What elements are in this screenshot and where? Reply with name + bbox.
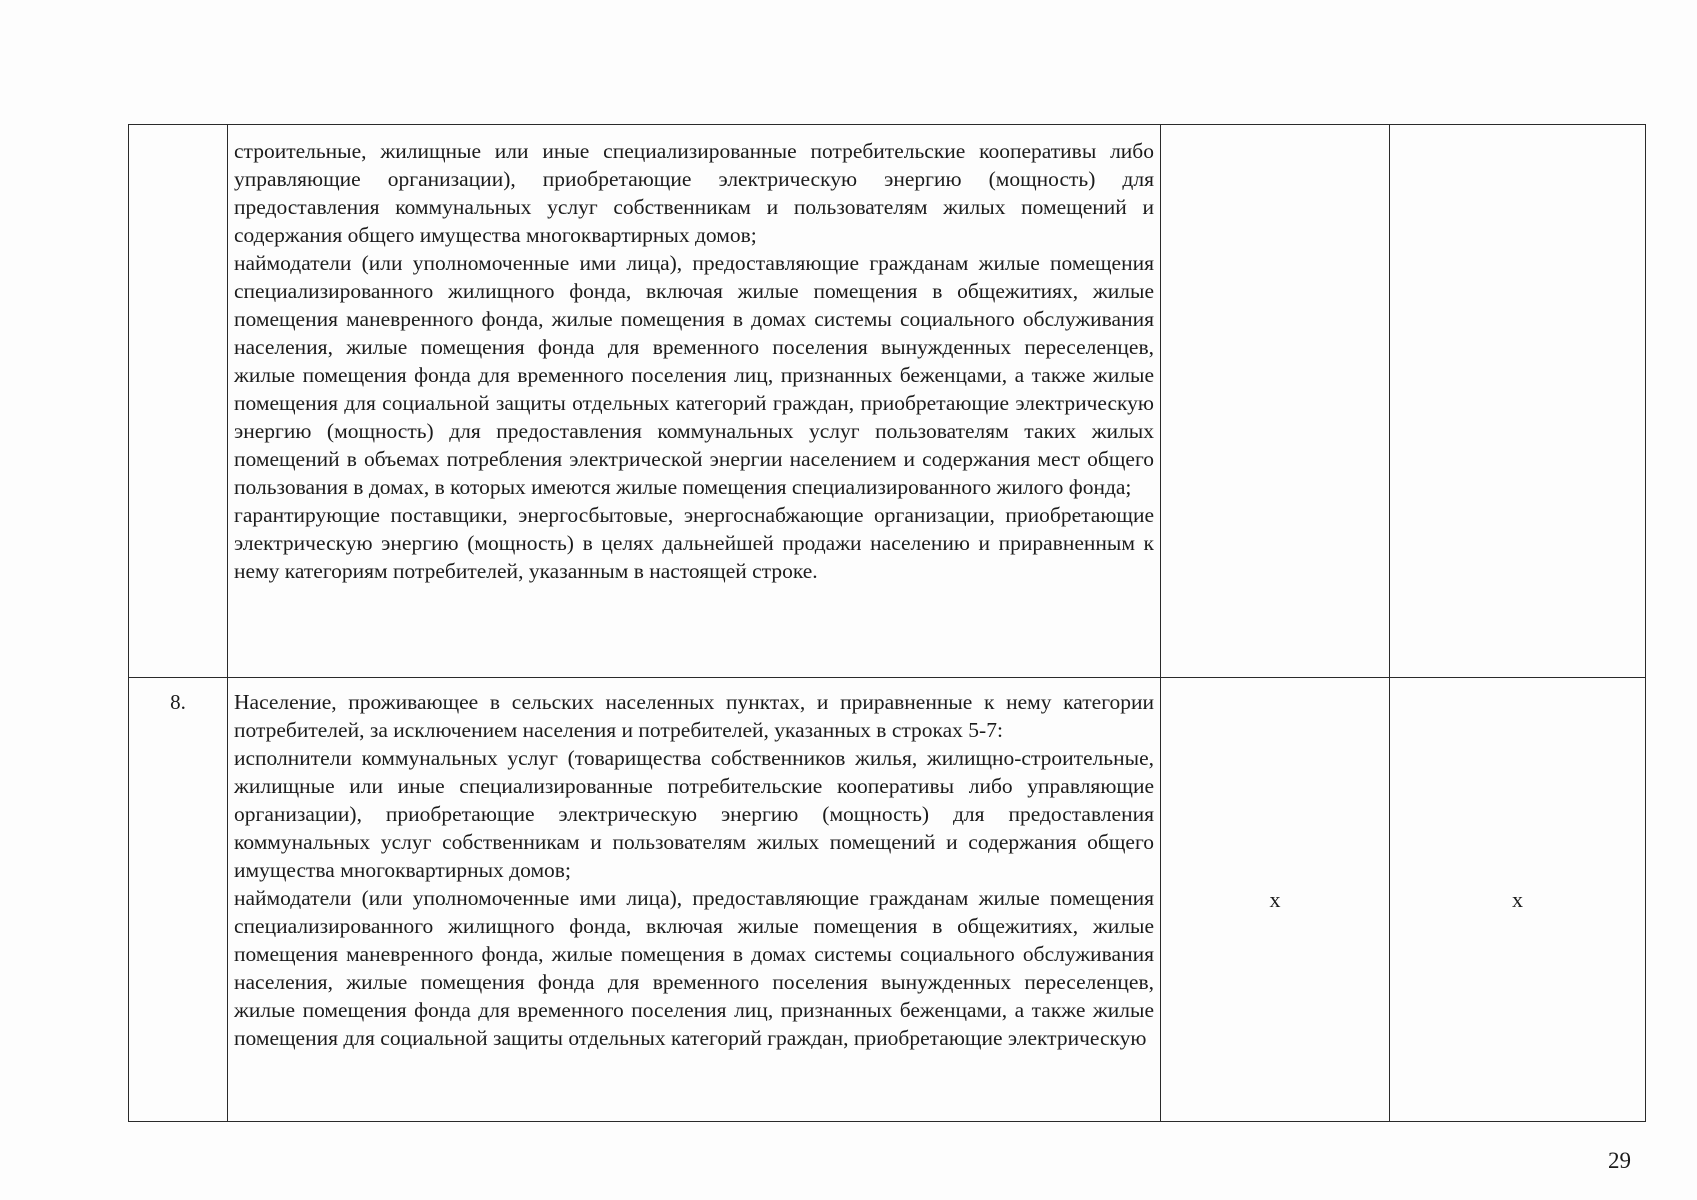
paragraph: гарантирующие поставщики, энергосбытовые, энергоснабжающие организации, приобретающие электрическую энергию (мощность) в целях дальнейшей продажи населению и приравненным к нему категориям потребителей, указанным в настоящей строке. <box>234 503 1154 583</box>
paragraph: Население, проживающее в сельских населенных пунктах, и приравненные к нему категории потребителей, за исключением населения и потребителей, указанных в строках 5-7: <box>234 690 1154 742</box>
row-description-cell <box>228 125 1161 678</box>
table-row <box>129 125 1646 678</box>
paragraph: исполнители коммунальных услуг (товарищества собственников жилья, жилищно-строительные, жилищные или иные специализированные потребительские кооперативы либо управляющие организации), приобретающие электрическую энергию (мощность) для предоставления коммунальных услуг собственникам и пользователям жилых помещений и содержания общего имущества многоквартирных домов; <box>234 746 1154 882</box>
value-cell-a <box>1161 125 1390 678</box>
paragraph: наймодатели (или уполномоченные ими лица), предоставляющие гражданам жилые помещения специализированного жилищного фонда, включая жилые помещения в общежитиях, жилые помещения маневренного фонда, жилые помещения в домах системы социального обслуживания населения, жилые помещения фонда для временного поселения вынужденных переселенцев, жилые помещения фонда для временного поселения лиц, признанных беженцами, а также жилые помещения для социальной защиты отдельных категорий граждан, приобретающие электрическую энергию (мощность) для предоставления коммунальных услуг пользователям таких жилых помещений в объемах потребления электрической энергии населением и содержания мест общего пользования в домах, в которых имеются жилые помещения специализированного жилого фонда; <box>234 251 1154 499</box>
tariff-table <box>128 124 1646 1122</box>
table-row <box>129 678 1646 1122</box>
page-number: 29 <box>1608 1148 1631 1173</box>
paragraph: наймодатели (или уполномоченные ими лица), предоставляющие гражданам жилые помещения специализированного жилищного фонда, включая жилые помещения в общежитиях, жилые помещения маневренного фонда, жилые помещения в домах системы социального обслуживания населения, жилые помещения фонда для временного поселения вынужденных переселенцев, жилые помещения фонда для временного поселения лиц, признанных беженцами, а также жилые помещения для социальной защиты отдельных категорий граждан, приобретающие электрическую <box>234 886 1154 1050</box>
row-number-cell: 8. <box>129 678 228 1122</box>
paragraph: строительные, жилищные или иные специализированные потребительские кооперативы либо управляющие организации), приобретающие электрическую энергию (мощность) для предоставления коммунальных услуг собственникам и пользователям жилых помещений и содержания общего имущества многоквартирных домов; <box>234 139 1154 247</box>
value-cell-a: х <box>1161 678 1390 1122</box>
value-cell-b: х <box>1390 678 1646 1122</box>
value-cell-b <box>1390 125 1646 678</box>
row-description-cell <box>228 678 1161 1122</box>
row-number-cell <box>129 125 228 678</box>
